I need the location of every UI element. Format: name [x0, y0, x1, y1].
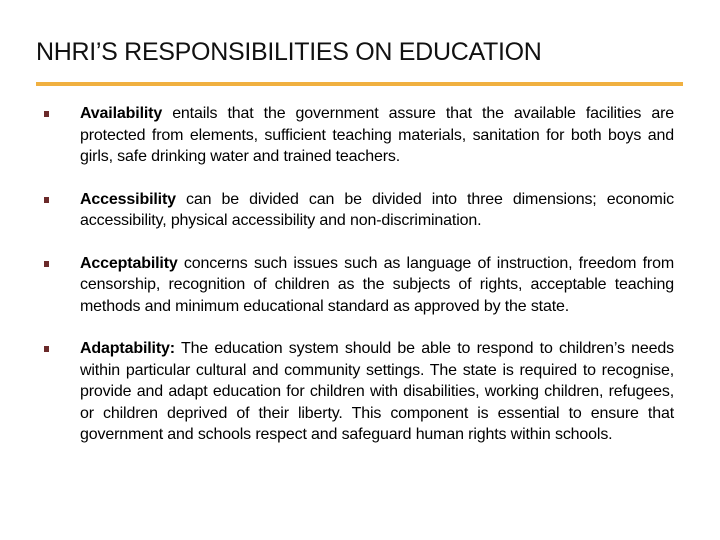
square-bullet-icon [44, 346, 49, 352]
term-description: concerns such issues such as language of instruction, freedom from censorship, recognition of children as the subjects of rights, acceptable teaching methods and minimum educational standard as approved by the state. [80, 254, 674, 315]
square-bullet-icon [44, 111, 49, 117]
term-description: The education system should be able to respond to children’s needs within particular cultural and community settings. The state is required to recognise, provide and adapt education for children with disabilities, working children, refugees, or children deprived of their liberty. This component is essential to ensure that government and schools respect and safeguard human rights within schools. [80, 340, 674, 443]
list-item-text [80, 103, 674, 168]
list-item-availability [42, 103, 674, 168]
list-item-text [80, 338, 674, 446]
list-item-text [80, 253, 674, 318]
square-bullet-icon [44, 197, 49, 203]
term-description: entails that the government assure that the available facilities are protected from elements, sufficient teaching materials, sanitation for both boys and girls, safe drinking water and trained teachers. [80, 105, 674, 165]
term-description: can be divided can be divided into three dimensions; economic accessibility, physical accessibility and non-discrimination. [80, 190, 674, 229]
term-label: Adaptability: [80, 340, 175, 357]
term-label: Availability [80, 105, 163, 122]
list-item-acceptability [42, 253, 674, 318]
list-item-adaptability [42, 338, 674, 446]
bullet-list [42, 103, 674, 467]
term-label: Acceptability [80, 254, 178, 272]
slide-title: NHRI’S RESPONSIBILITIES ON EDUCATION [36, 38, 542, 66]
list-item-accessibility [42, 189, 674, 232]
title-underline-divider [36, 82, 683, 86]
square-bullet-icon [44, 261, 49, 267]
term-label: Accessibility [80, 190, 176, 208]
list-item-text [80, 189, 674, 232]
